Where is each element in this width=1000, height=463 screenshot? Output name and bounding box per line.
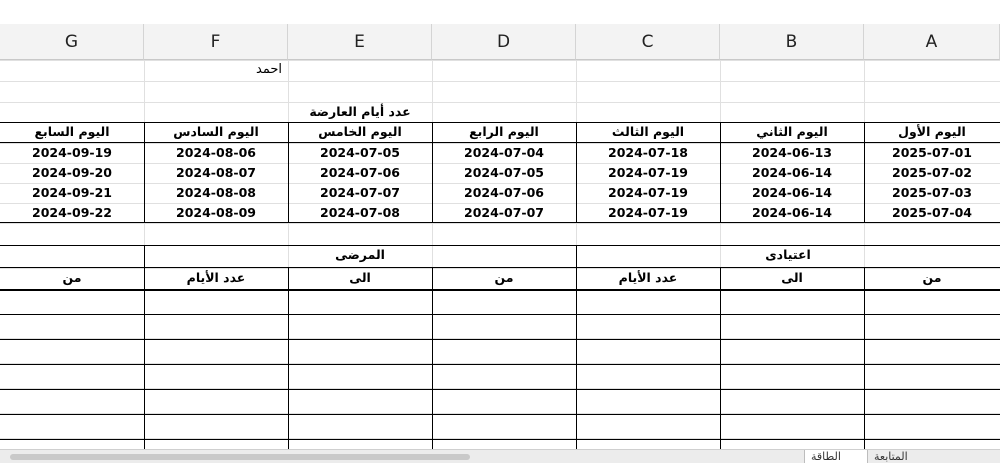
- section-title[interactable]: عدد أيام العارضة: [309, 104, 411, 119]
- day-header-2[interactable]: اليوم الثاني: [756, 124, 828, 139]
- date-cell[interactable]: 2024-06-13: [752, 145, 832, 160]
- date-cell[interactable]: 2024-07-06: [320, 165, 400, 180]
- sub-header-from[interactable]: من: [62, 270, 82, 285]
- group-regular[interactable]: اعتيادى: [765, 247, 811, 262]
- date-cell[interactable]: 2024-09-21: [32, 185, 112, 200]
- date-cell[interactable]: 2024-07-05: [464, 165, 544, 180]
- day-header-7[interactable]: اليوم السابع: [34, 124, 110, 139]
- day-header-6[interactable]: اليوم السادس: [173, 124, 259, 139]
- horizontal-scrollbar[interactable]: [10, 454, 470, 460]
- column-header-g[interactable]: G: [0, 24, 144, 60]
- column-header-d[interactable]: D: [432, 24, 576, 60]
- date-cell[interactable]: 2024-07-18: [608, 145, 688, 160]
- name-cell[interactable]: احمد: [256, 62, 282, 77]
- date-cell[interactable]: 2024-06-14: [752, 165, 832, 180]
- date-cell[interactable]: 2024-08-07: [176, 165, 256, 180]
- column-header-c[interactable]: C: [576, 24, 720, 60]
- column-header-f[interactable]: F: [144, 24, 288, 60]
- date-cell[interactable]: 2025-07-04: [892, 205, 972, 220]
- day-header-4[interactable]: اليوم الرابع: [469, 124, 539, 139]
- date-cell[interactable]: 2024-08-06: [176, 145, 256, 160]
- sub-header-to-sick[interactable]: الى: [349, 270, 371, 285]
- day-header-5[interactable]: اليوم الخامس: [318, 124, 402, 139]
- column-header-a[interactable]: A: [864, 24, 1000, 60]
- date-cell[interactable]: 2024-08-09: [176, 205, 256, 220]
- day-header-3[interactable]: اليوم الثالث: [611, 124, 685, 139]
- date-cell[interactable]: 2024-06-14: [752, 185, 832, 200]
- day-header-1[interactable]: اليوم الأول: [898, 124, 966, 139]
- date-cell[interactable]: 2024-07-07: [464, 205, 544, 220]
- sheet-tab-other[interactable]: المتابعة: [874, 450, 908, 463]
- column-header-b[interactable]: B: [720, 24, 864, 60]
- date-cell[interactable]: 2025-07-03: [892, 185, 972, 200]
- date-cell[interactable]: 2024-06-14: [752, 205, 832, 220]
- column-header-e[interactable]: E: [288, 24, 432, 60]
- date-cell[interactable]: 2024-07-19: [608, 165, 688, 180]
- sub-header-days-sick[interactable]: عدد الأيام: [186, 270, 246, 285]
- sheet-tab-active[interactable]: الطاقة: [804, 450, 868, 463]
- date-cell[interactable]: 2024-07-19: [608, 205, 688, 220]
- date-cell[interactable]: 2024-09-20: [32, 165, 112, 180]
- date-cell[interactable]: 2024-07-08: [320, 205, 400, 220]
- group-sick[interactable]: المرضى: [335, 247, 385, 262]
- date-cell[interactable]: 2024-07-04: [464, 145, 544, 160]
- date-cell[interactable]: 2024-07-19: [608, 185, 688, 200]
- date-cell[interactable]: 2024-07-06: [464, 185, 544, 200]
- date-cell[interactable]: 2024-07-07: [320, 185, 400, 200]
- date-cell[interactable]: 2024-09-22: [32, 205, 112, 220]
- date-cell[interactable]: 2025-07-01: [892, 145, 972, 160]
- date-cell[interactable]: 2024-09-19: [32, 145, 112, 160]
- sheet-tab-bar: [0, 449, 1000, 463]
- sub-header-to-regular[interactable]: الى: [781, 270, 803, 285]
- sub-header-days-regular[interactable]: عدد الأيام: [618, 270, 678, 285]
- sub-header-from-regular[interactable]: من: [922, 270, 942, 285]
- toolbar-strip: [0, 0, 1000, 24]
- spreadsheet-grid[interactable]: [0, 24, 1000, 449]
- sub-header-from-sick[interactable]: من: [494, 270, 514, 285]
- date-cell[interactable]: 2024-07-05: [320, 145, 400, 160]
- date-cell[interactable]: 2024-08-08: [176, 185, 256, 200]
- date-cell[interactable]: 2025-07-02: [892, 165, 972, 180]
